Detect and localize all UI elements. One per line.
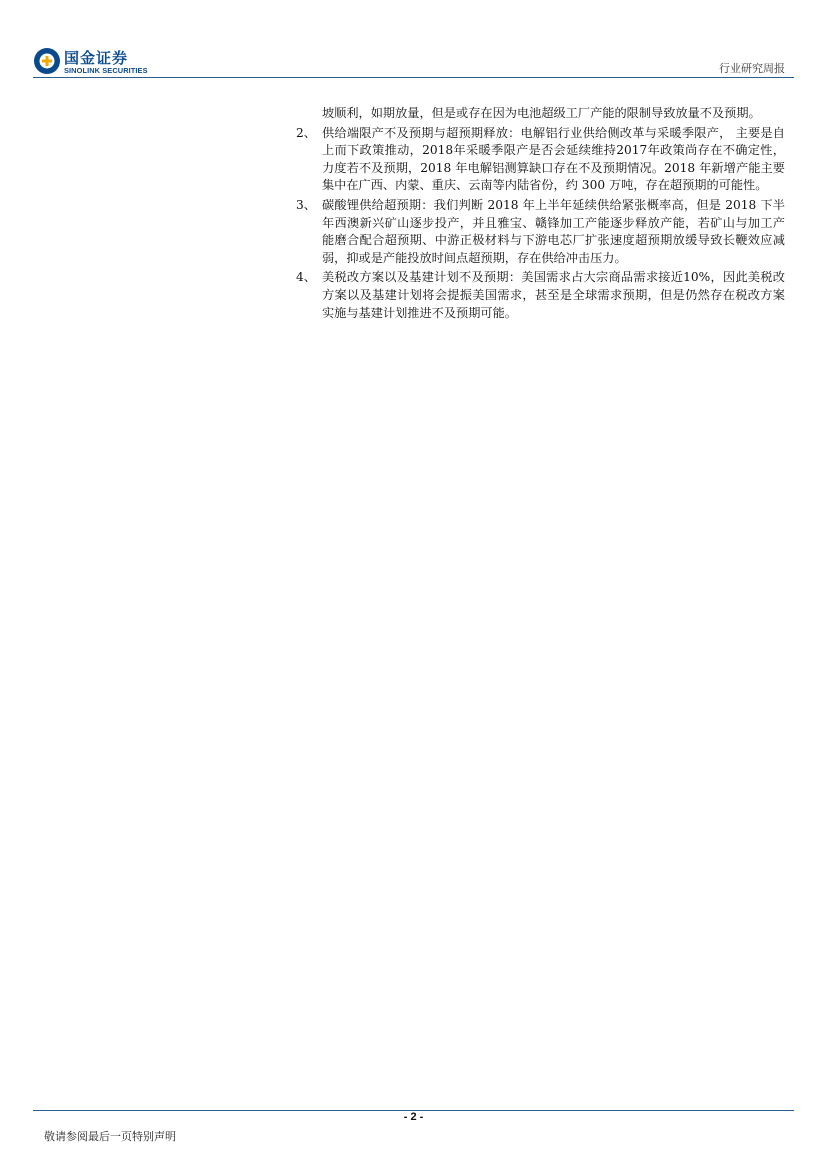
- report-type-label: 行业研究周报: [719, 62, 785, 75]
- list-item-number: 4、: [296, 270, 316, 285]
- disclaimer-note: 敬请参阅最后一页特别声明: [44, 1130, 176, 1143]
- list-item-number: 2、: [296, 125, 316, 140]
- list-item: [296, 269, 785, 322]
- list-item: [296, 197, 785, 267]
- logo-chinese-name: 国金证券: [64, 49, 129, 67]
- list-item: [296, 125, 785, 195]
- document-body: [296, 105, 785, 324]
- sinolink-logo-icon: [33, 47, 61, 75]
- header-divider: [33, 77, 794, 78]
- logo-english-name: SINOLINK SECURITIES: [64, 66, 148, 75]
- page-number: - 2 -: [403, 1111, 424, 1123]
- continuation-paragraph: 坡顺利，如期放量，但是或存在因为电池超级工厂产能的限制导致放量不及预期。: [322, 106, 761, 120]
- sinolink-logo: [33, 47, 153, 77]
- list-item-text: 美税改方案以及基建计划不及预期：美国需求占大宗商品需求接近10%，因此美税改方案以及基建计划将会提振美国需求，甚至是全球需求预期，但是仍然存在税改方案实施与基建计划推进不及预期可能。: [322, 270, 785, 320]
- list-item-text: 供给端限产不及预期与超预期释放：电解铝行业供给侧改革与采暖季限产， 主要是自上而下政策推动，2018年采暖季限产是否会延续维持2017年政策尚存在不确定性，力度若不及预期，2018 年电解铝测算缺口存在不及预期情况。2018 年新增产能主要集中在广西、内蒙、重庆、云南等内陆省份，约 300 万吨，存在超预期的可能性。: [322, 125, 785, 193]
- list-item-number: 3、: [296, 197, 316, 212]
- list-item-text: 碳酸锂供给超预期：我们判断 2018 年上半年延续供给紧张概率高，但是 2018 下半年西澳新兴矿山逐步投产，并且雅宝、赣锋加工产能逐步释放产能，若矿山与加工产能磨合配合超预期、中游正极材料与下游电芯厂扩张速度超预期放缓导致长鞭效应减弱，抑或是产能投放时间点超预期，存在供给冲击压力。: [322, 197, 785, 265]
